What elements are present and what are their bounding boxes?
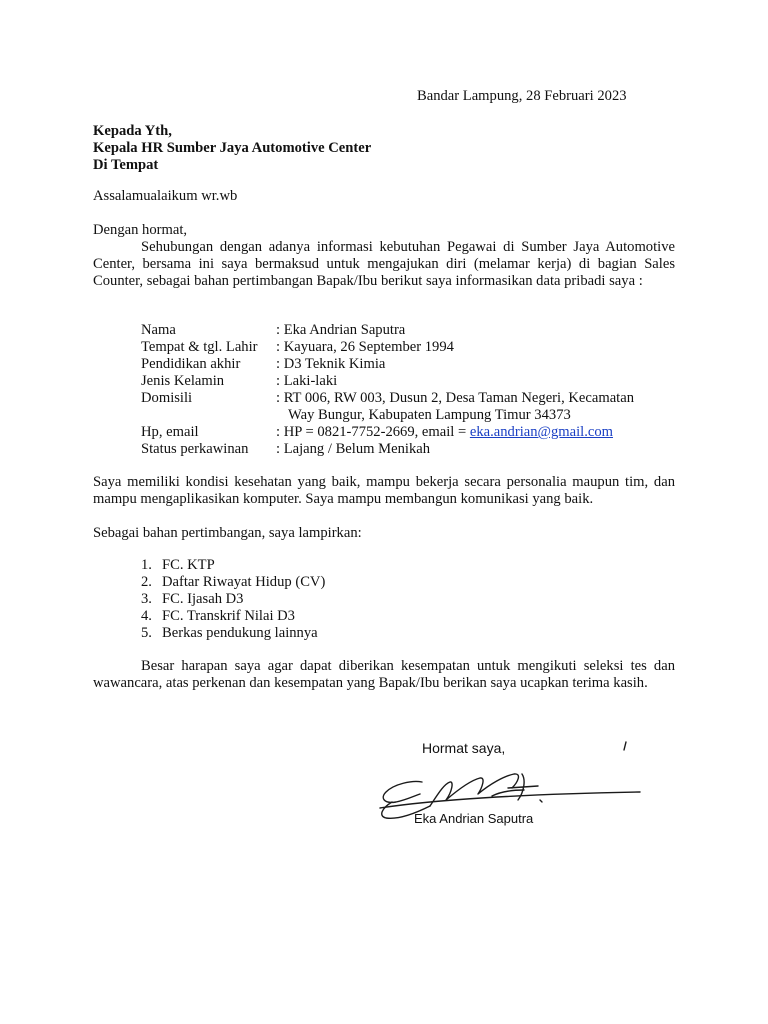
sign-off: Hormat saya, <box>422 740 506 756</box>
info-value-contact <box>276 424 613 441</box>
closing-paragraph: Besar harapan saya agar dapat diberikan kesempatan untuk mengikuti seleksi tes dan wawancara, atas perkenan dan kesempatan yang Bapak/Ibu berikan saya ucapkan terima kasih. <box>93 658 675 691</box>
contact-phone: : HP = 0821-7752-2669, email = <box>276 424 470 440</box>
info-row-address <box>141 390 681 424</box>
info-label: Hp, email <box>141 424 199 440</box>
salutation: Dengan hormat, <box>93 222 188 238</box>
personal-info-table <box>141 322 681 458</box>
signature-block <box>372 736 652 836</box>
info-value-address <box>276 390 634 424</box>
signer-name: Eka Andrian Saputra <box>414 811 534 826</box>
recipient-line-1: Kepada Yth, <box>93 123 172 139</box>
info-value: : Kayuara, 26 September 1994 <box>276 339 454 355</box>
list-text: Daftar Riwayat Hidup (CV) <box>162 574 326 590</box>
list-number: 5. <box>141 625 152 641</box>
list-item <box>141 591 325 608</box>
attachments-intro: Sebagai bahan pertimbangan, saya lampirkan: <box>93 525 362 541</box>
info-label: Tempat & tgl. Lahir <box>141 339 258 355</box>
list-number: 3. <box>141 591 152 607</box>
address-line-1: : RT 006, RW 003, Dusun 2, Desa Taman Negeri, Kecamatan <box>276 390 635 406</box>
list-number: 2. <box>141 574 152 590</box>
list-number: 1. <box>141 557 152 573</box>
email-link[interactable]: eka.andrian@gmail.com <box>469 424 613 440</box>
info-value: : Lajang / Belum Menikah <box>276 441 431 457</box>
list-text: FC. KTP <box>162 557 215 573</box>
info-row-contact <box>141 424 681 441</box>
info-label: Pendidikan akhir <box>141 356 241 372</box>
recipient-line-3: Di Tempat <box>93 157 159 173</box>
place-date: Bandar Lampung, 28 Februari 2023 <box>417 88 627 104</box>
list-number: 4. <box>141 608 152 624</box>
recipient-block <box>93 123 371 174</box>
list-item <box>141 557 325 574</box>
list-text: FC. Ijasah D3 <box>162 591 244 607</box>
info-value: : D3 Teknik Kimia <box>276 356 386 372</box>
list-text: Berkas pendukung lainnya <box>162 625 318 641</box>
intro-paragraph: Sehubungan dengan adanya informasi kebutuhan Pegawai di Sumber Jaya Automotive Center, bersama ini saya bermaksud untuk mengajukan diri (melamar kerja) di bagian Sales Counter, sebagai bahan pertimbangan Bapak/Ibu berikut saya informasikan data pribadi saya : <box>93 239 675 289</box>
address-line-2: Way Bungur, Kabupaten Lampung Timur 34373 <box>288 407 571 423</box>
list-item <box>141 608 325 625</box>
info-value: : Eka Andrian Saputra <box>276 322 406 338</box>
info-row-name <box>141 322 681 339</box>
list-item <box>141 625 325 642</box>
info-label: Domisili <box>141 390 193 406</box>
recipient-line-2: Kepala HR Sumber Jaya Automotive Center <box>93 140 372 156</box>
info-label: Status perkawinan <box>141 441 249 457</box>
list-item <box>141 574 325 591</box>
attachments-list <box>141 557 325 642</box>
greeting: Assalamualaikum wr.wb <box>93 188 238 204</box>
skills-paragraph: Saya memiliki kondisi kesehatan yang baik, mampu bekerja secara personalia maupun tim, dan mampu mengaplikasikan komputer. Saya mampu membangun komunikasi yang baik. <box>93 474 675 507</box>
info-row-marital <box>141 441 681 458</box>
list-text: FC. Transkrif Nilai D3 <box>162 608 295 624</box>
info-label: Jenis Kelamin <box>141 373 225 389</box>
info-row-birth <box>141 339 681 356</box>
info-row-gender <box>141 373 681 390</box>
info-value: : Laki-laki <box>276 373 338 389</box>
info-row-education <box>141 356 681 373</box>
info-label: Nama <box>141 322 176 338</box>
